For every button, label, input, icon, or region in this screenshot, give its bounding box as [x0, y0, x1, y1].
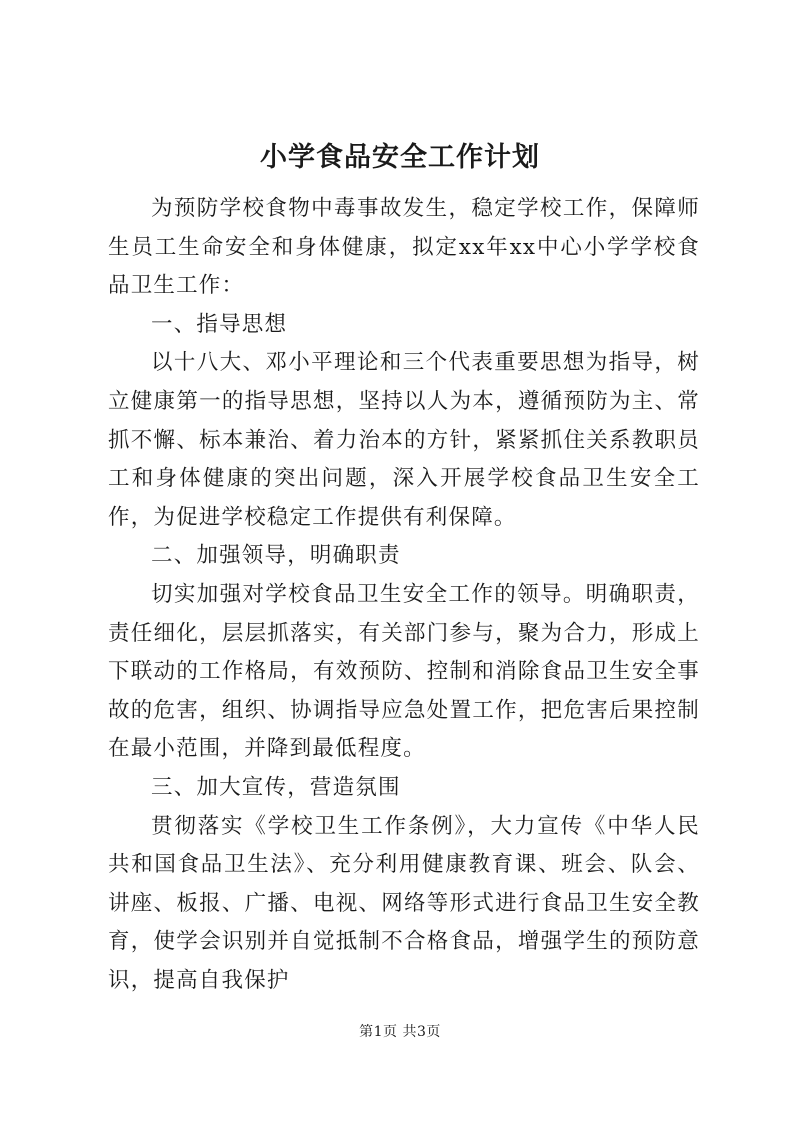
leadership-paragraph: 切实加强对学校食品卫生安全工作的领导。明确职责，责任细化，层层抓落实，有关部门参与，聚为合力，形成上下联动的工作格局，有效预防、控制和消除食品卫生安全事故的危害，组织、协调指导应急处置工作，把危害后果控制在最小范围，并降到最低程度。	[108, 581, 700, 762]
intro-paragraph: 为预防学校食物中毒事故发生，稳定学校工作，保障师生员工生命安全和身体健康，拟定xx年xx中心小学学校食品卫生工作：	[108, 196, 700, 299]
page-number-footer: 第1页 共3页	[359, 1024, 441, 1040]
section-heading-guiding-thought: 一、指导思想	[151, 311, 288, 337]
publicity-paragraph: 贯彻落实《学校卫生工作条例》，大力宣传《中华人民共和国食品卫生法》、充分利用健康教育课、班会、队会、讲座、板报、广播、电视、网络等形式进行食品卫生安全教育，使学会识别并自觉抵制不合格食品，增强学生的预防意识，提高自我保护	[108, 813, 700, 993]
guiding-thought-paragraph: 以十八大、邓小平理论和三个代表重要思想为指导，树立健康第一的指导思想，坚持以人为本，遵循预防为主、常抓不懈、标本兼治、着力治本的方针，紧紧抓住关系教职员工和身体健康的突出问题，深入开展学校食品卫生安全工作，为促进学校稳定工作提供有利保障。	[108, 350, 700, 530]
section-heading-leadership: 二、加强领导，明确职责	[151, 543, 401, 569]
document-body	[108, 190, 700, 1000]
section-heading-publicity: 三、加大宣传，营造氛围	[151, 774, 401, 800]
document-title: 小学食品安全工作计划	[260, 142, 540, 173]
